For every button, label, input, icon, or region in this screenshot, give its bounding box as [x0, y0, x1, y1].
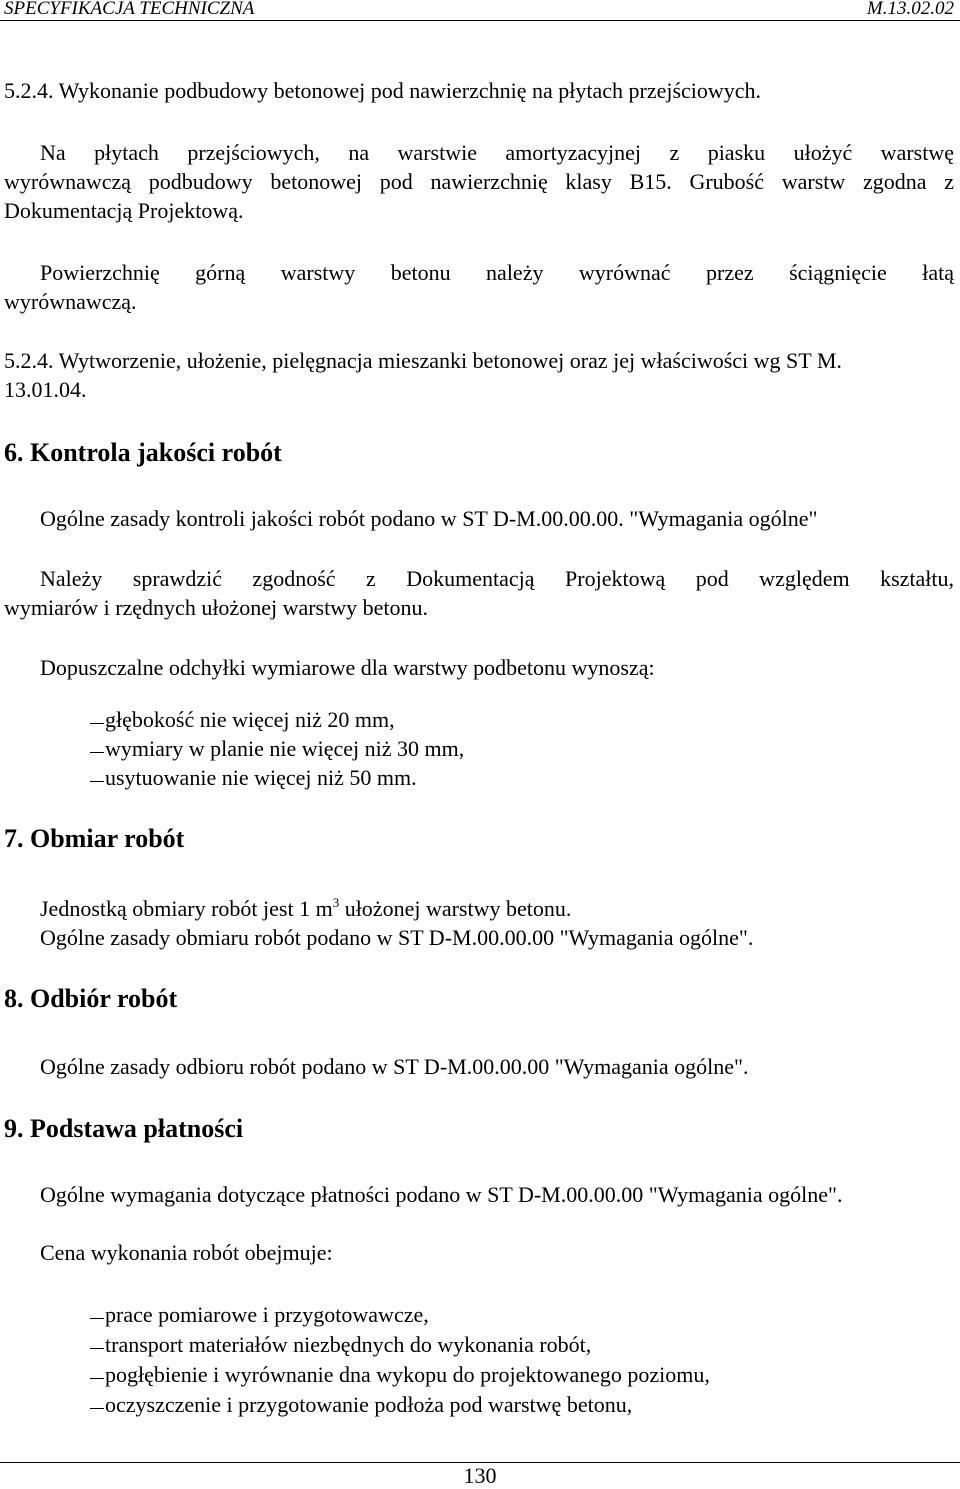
paragraph-line: wymiarów i rzędnych ułożonej warstwy betonu.	[4, 595, 428, 620]
section-heading-6: 6. Kontrola jakości robót	[4, 438, 282, 467]
paragraph-line: Należy sprawdzić zgodność z Dokumentacją Projektową pod względem kształtu,	[40, 566, 954, 591]
dash-bullet-icon	[90, 723, 104, 724]
paragraph-line: Jednostką obmiary robót jest 1 $m^3$ ułożonej warstwy betonu.	[40, 895, 572, 921]
dash-bullet-icon	[90, 1378, 104, 1379]
section-heading-7: 7. Obmiar robót	[4, 824, 185, 853]
dash-bullet-icon	[90, 1408, 104, 1409]
subsection-title-5-2-4-a: 5.2.4. Wykonanie podbudowy betonowej pod nawierzchnię na płytach przejściowych.	[4, 78, 762, 103]
paragraph-line: Ogólne wymagania dotyczące płatności podano w ST D-M.00.00.00 "Wymagania ogólne".	[40, 1182, 843, 1207]
header-spec-code: M.13.02.02	[866, 0, 954, 19]
paragraph-line: Ogólne zasady odbioru robót podano w ST D-M.00.00.00 "Wymagania ogólne".	[40, 1054, 749, 1079]
section-heading-8: 8. Odbiór robót	[4, 984, 178, 1013]
dash-bullet-icon	[90, 781, 104, 782]
paragraph-line: Dokumentacją Projektową.	[4, 198, 244, 223]
dash-bullet-icon	[90, 1318, 104, 1319]
page-number: 130	[0, 1462, 960, 1485]
paragraph-line: Na płytach przejściowych, na warstwie amortyzacyjnej z piasku ułożyć warstwę	[40, 140, 954, 165]
list-item: wymiary w planie nie więcej niż 30 mm,	[90, 736, 464, 762]
paragraph-line: Ogólne zasady obmiaru robót podano w ST D-M.00.00.00 "Wymagania ogólne".	[40, 925, 754, 950]
section-heading-9: 9. Podstawa płatności	[4, 1114, 244, 1143]
list-item: głębokość nie więcej niż 20 mm,	[90, 707, 395, 733]
paragraph-line: wyrównawczą podbudowy betonowej pod nawierzchnię klasy B15. Grubość warstw zgodna z	[4, 169, 954, 194]
list-item: pogłębienie i wyrównanie dna wykopu do projektowanego poziomu,	[90, 1362, 710, 1388]
header-document-type: SPECYFIKACJA TECHNICZNA	[4, 0, 255, 19]
paragraph-line: Cena wykonania robót obejmuje:	[40, 1240, 333, 1265]
dash-bullet-icon	[90, 1348, 104, 1349]
paragraph-line: Powierzchnię górną warstwy betonu należy wyrównać przez ściągnięcie łatą	[40, 260, 954, 285]
subsection-title-5-2-4-b-cont: 13.01.04.	[4, 377, 87, 402]
list-item: prace pomiarowe i przygotowawcze,	[90, 1302, 429, 1328]
paragraph-line: Ogólne zasady kontroli jakości robót podano w ST D-M.00.00.00. "Wymagania ogólne"	[40, 506, 818, 531]
page-header	[0, 0, 960, 21]
subsection-title-5-2-4-b: 5.2.4. Wytworzenie, ułożenie, pielęgnacja mieszanki betonowej oraz jej właściwości wg ST M.	[4, 348, 842, 373]
list-item: usytuowanie nie więcej niż 50 mm.	[90, 765, 417, 791]
dash-bullet-icon	[90, 752, 104, 753]
list-item: transport materiałów niezbędnych do wykonania robót,	[90, 1332, 591, 1358]
paragraph-line: wyrównawczą.	[4, 289, 137, 314]
paragraph-line: Dopuszczalne odchyłki wymiarowe dla warstwy podbetonu wynoszą:	[40, 655, 655, 680]
list-item: oczyszczenie i przygotowanie podłoża pod warstwę betonu,	[90, 1392, 632, 1418]
